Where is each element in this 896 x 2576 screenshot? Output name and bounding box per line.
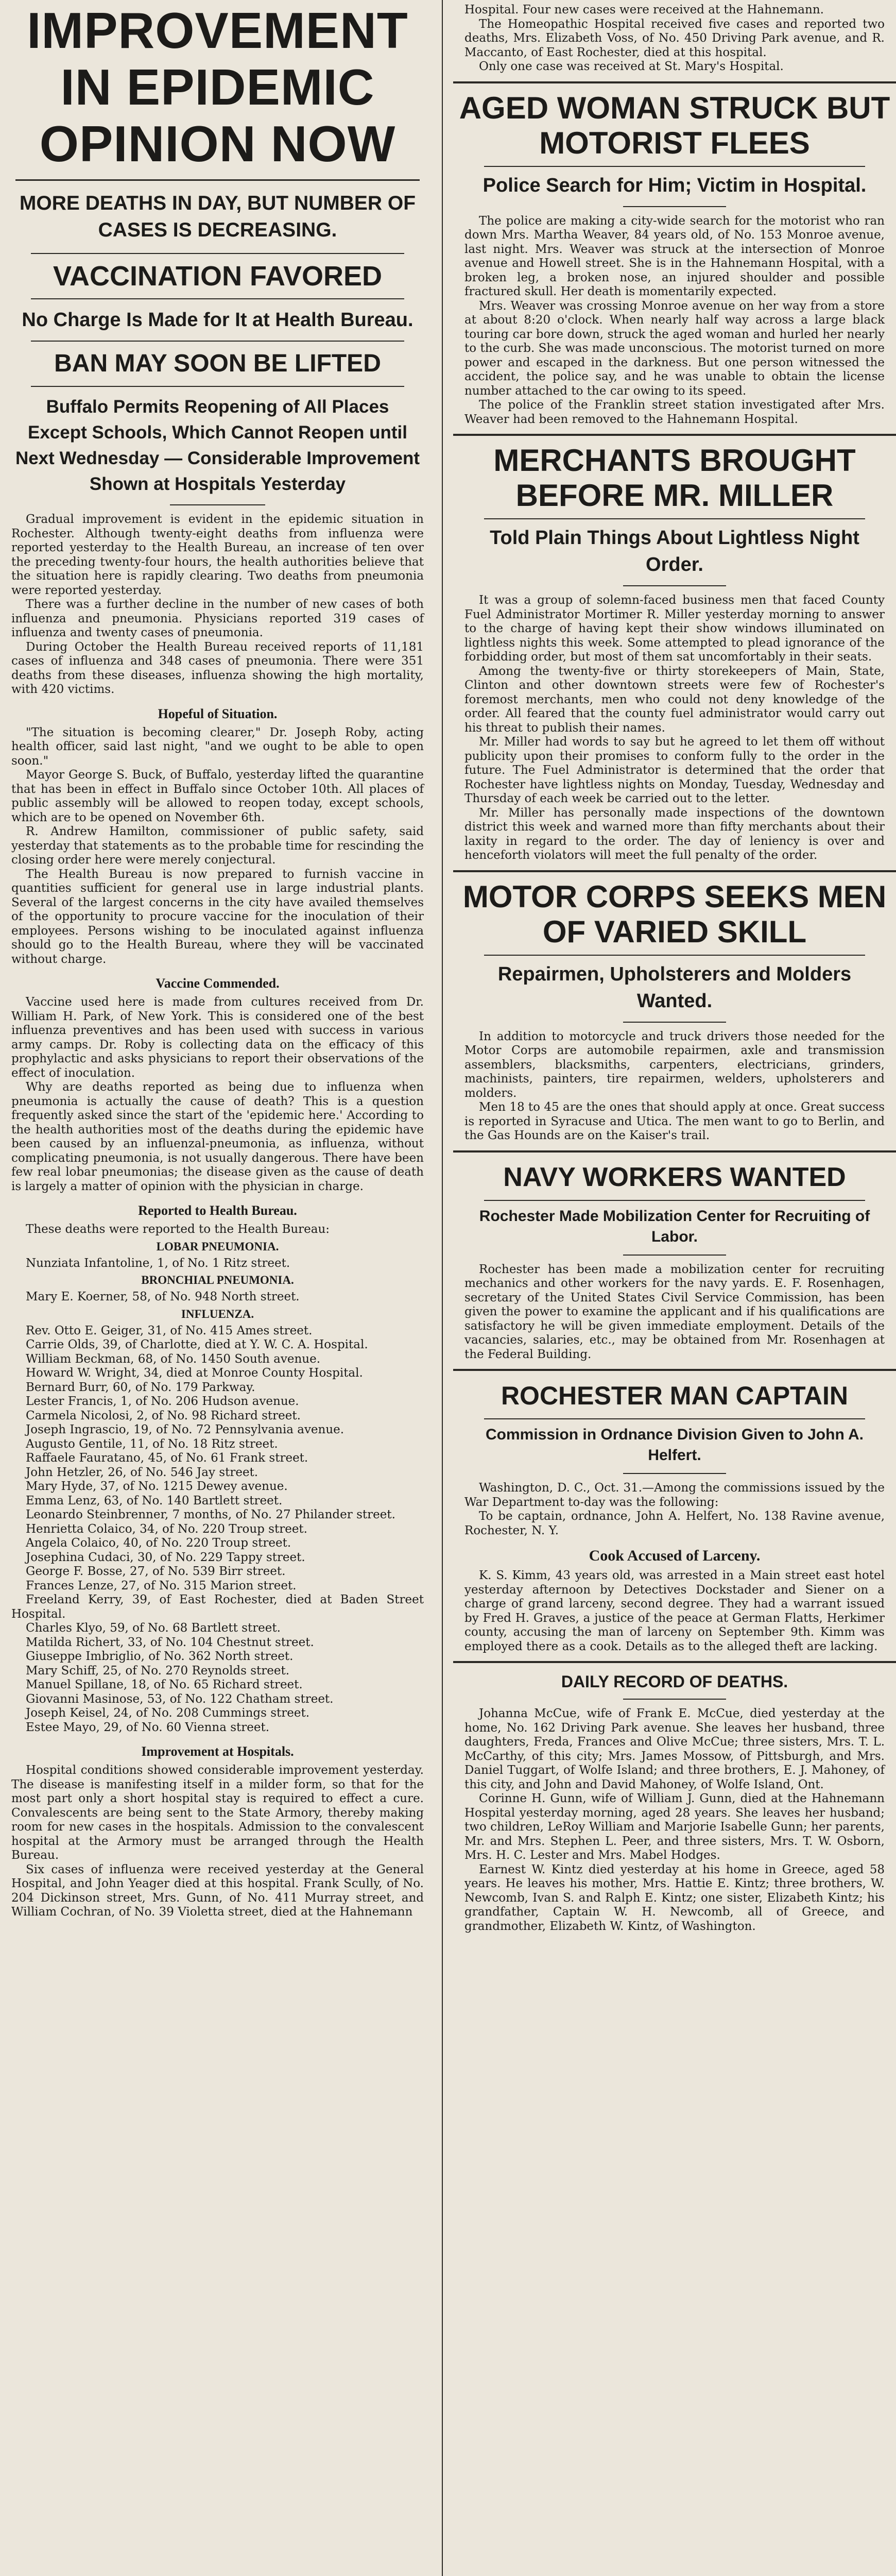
paragraph: Vaccine used here is made from cultures received from Dr. William H. Park, of New York. This is considered one of the best influenza preventives and has been used with success in various army camps. Dr. Roby is collecting data on the efficacy of this prophylactic and asks physicians to report their observations of the effect of inoculation. xyxy=(11,995,424,1080)
list-head: BRONCHIAL PNEUMONIA. xyxy=(141,1274,294,1286)
paragraph: It was a group of solemn-faced business men that faced County Fuel Administrator Mortimer R. Miller yesterday morning to answer to the charge of having kept their show windows illuminated on lightless nights this week. Some attempted to plead ignorance of the forbidding order, but most of them sat uncomfortably in their seats. xyxy=(464,594,885,664)
divider xyxy=(623,1473,726,1474)
divider xyxy=(453,1150,896,1153)
death-entry: Rev. Otto E. Geiger, 31, of No. 415 Ames street. xyxy=(26,1324,313,1337)
death-entry: Henrietta Colaico, 34, of No. 220 Troup street. xyxy=(26,1522,307,1536)
divider xyxy=(623,1022,726,1023)
article-body-1 xyxy=(0,513,435,697)
section-head-larceny: Cook Accused of Larceny. xyxy=(589,1547,761,1564)
divider xyxy=(484,166,865,167)
paragraph: "The situation is becoming clearer," Dr. Joseph Roby, acting health officer, said last night, "and we ought to be able to open soon." xyxy=(11,725,424,768)
article-body-2 xyxy=(0,726,435,967)
death-entry: Mary Hyde, 37, of No. 1215 Dewey avenue. xyxy=(26,1480,288,1493)
paragraph: Earnest W. Kintz died yesterday at his home in Greece, aged 58 years. He leaves his mother, Mrs. Hattie E. Kintz; three brothers, W. Newcomb, Ivan S. and Ralph E. Kintz; one sister, Elizabeth Kintz; his grandfather, Captain W. H. Newcomb, all of Greece, and grandmother, Elizabeth W. Kintz, of Washington. xyxy=(464,1862,885,1933)
death-entry: Giovanni Masinose, 53, of No. 122 Chatham street. xyxy=(26,1692,334,1706)
section-head: Vaccine Commended. xyxy=(156,976,280,991)
section-head-deaths: DAILY RECORD OF DEATHS. xyxy=(561,1672,788,1691)
death-entry: Nunziata Infantoline, 1, of No. 1 Ritz street. xyxy=(26,1256,290,1270)
divider xyxy=(170,504,265,505)
list-head: INFLUENZA. xyxy=(181,1307,254,1320)
divider xyxy=(623,206,726,207)
death-entry: Joseph Keisel, 24, of No. 208 Cummings street. xyxy=(26,1706,310,1720)
divider xyxy=(453,870,896,872)
headline-motor-corps: MOTOR CORPS SEEKS MEN OF VARIED SKILL xyxy=(462,879,887,949)
paragraph: Mrs. Weaver was crossing Monroe avenue on her way from a store at about 8:20 o'clock. When nearly half way across a large black touring car bore down, struck the aged woman and hurled her nearly to the curb. She was made unconscious. The motorist turned on more power and escaped in the darkness. But one person witnessed the accident, the police say, and he was unable to obtain the license number attached to the car owing to its speed. xyxy=(464,299,885,398)
death-entry: Freeland Kerry, 39, of East Rochester, died at Baden Street Hospital. xyxy=(11,1593,424,1621)
divider xyxy=(453,1369,896,1371)
divider xyxy=(623,1699,726,1700)
paragraph: Mayor George S. Buck, of Buffalo, yesterday lifted the quarantine that has been in effect in Buffalo since October 10th. All places of public assembly will be allowed to reopen today, except schools, which are to be opened on November 6th. xyxy=(11,768,424,824)
death-entry: John Hetzler, 26, of No. 546 Jay street. xyxy=(26,1465,259,1479)
death-entry: Joseph Ingrascio, 19, of No. 72 Pennsylvania avenue. xyxy=(26,1423,344,1436)
divider xyxy=(623,1255,726,1256)
divider xyxy=(484,1200,865,1201)
death-entry: Charles Klyo, 59, of No. 68 Bartlett street. xyxy=(26,1621,281,1635)
paragraph: There was a further decline in the number of new cases of both influenza and pneumonia. Physicians reported 319 cases of influenza and twenty cases of pneumonia. xyxy=(11,598,424,639)
divider xyxy=(484,955,865,956)
article-merchants xyxy=(453,594,896,863)
main-headline: IMPROVEMENT IN EPIDEMIC OPINION NOW xyxy=(27,2,408,172)
divider xyxy=(623,585,726,586)
paragraph: Rochester has been made a mobilization center for recruiting mechanics and other workers for the navy yards. E. F. Rosenhagen, secretary of the United States Civil Service Commission, has been given the power to examine the applicant and if his qualifications are satisfactory he will be given immediate employment. Details of the vacancies, salaries, etc., may be obtained from Mr. Rosenhagen at the Federal Building. xyxy=(464,1262,885,1361)
section-head: Improvement at Hospitals. xyxy=(141,1744,294,1759)
death-entry: Emma Lenz, 63, of No. 140 Bartlett street. xyxy=(26,1494,283,1507)
death-entry: Carmela Nicolosi, 2, of No. 98 Richard street. xyxy=(26,1409,301,1422)
paragraph: Why are deaths reported as being due to influenza when pneumonia is actually the cause of death? This is a question frequently asked since the start of the 'epidemic here.' According to the health authorities most of the deaths during the epidemic have been caused by an influenzal-pneumonia, as influenza, without complicating pneumonia, is not usually dangerous. There have been few real lobar pneumonias; the disease given as the cause of death is largely a matter of opinion with the physician in charge. xyxy=(11,1080,424,1193)
paragraph: In addition to motorcycle and truck drivers those needed for the Motor Corps are automobile repairmen, axle and transmission assemblers, blacksmiths, carpenters, electricians, grinders, machinists, painters, tire repairmen, welders, upholsterers and molders. xyxy=(464,1029,885,1100)
deck-merchants: Told Plain Things About Lightless Night Order. xyxy=(490,527,859,575)
death-entry: Manuel Spillane, 18, of No. 65 Richard street. xyxy=(26,1678,303,1691)
divider xyxy=(31,298,404,299)
death-entry: Mary E. Koerner, 58, of No. 948 North street. xyxy=(26,1290,300,1303)
death-entry: Raffaele Fauratano, 45, of No. 61 Frank street. xyxy=(26,1451,308,1465)
death-entry: Angela Colaico, 40, of No. 220 Troup street. xyxy=(26,1536,291,1550)
deck-navy: Rochester Made Mobilization Center for Recruiting of Labor. xyxy=(479,1207,870,1245)
paragraph: The police of the Franklin street station investigated after Mrs. Weaver had been removed to the Hahnemann Hospital. xyxy=(464,398,885,426)
death-entry: Leonardo Steinbrenner, 7 months, of No. 27 Philander street. xyxy=(26,1508,395,1521)
divider xyxy=(15,179,420,181)
paragraph: The police are making a city-wide search for the motorist who ran down Mrs. Martha Weaver, 84 years old, of No. 153 Monroe avenue, last night. Mrs. Weaver was struck at the intersection of Monroe avenue and Howell street. She is in the Hahnemann Hospital, with a broken leg, a broken nose, an injured shoulder and possible fractured skull. Her death is momentarily expected. xyxy=(464,214,885,298)
left-column xyxy=(0,0,435,2576)
headline-merchants: MERCHANTS BROUGHT BEFORE MR. MILLER xyxy=(493,443,856,513)
section-head: Reported to Health Bureau. xyxy=(138,1203,297,1218)
paragraph: Corinne H. Gunn, wife of William J. Gunn, died at the Hahnemann Hospital yesterday morning, aged 28 years. She leaves her husband; two children, LeRoy William and Marjorie Isabelle Gunn; her parents, Mr. and Mrs. Stephen L. Peer, and three sisters, Mrs. T. W. Osborn, Mrs. H. C. Lester and Mrs. Mabel Hodges. xyxy=(464,1792,885,1862)
divider xyxy=(31,341,404,342)
article-captain xyxy=(453,1481,896,1538)
death-entry: Frances Lenze, 27, of No. 315 Marion street. xyxy=(26,1579,297,1592)
headline-navy: NAVY WORKERS WANTED xyxy=(503,1162,846,1192)
paragraph: Mr. Miller had words to say but he agreed to let them off without publicity upon their promises to conform fully to the order in the future. The Fuel Administrator is determined that the order that Rochester have lightless nights on Monday, Tuesday, Wednesday and Thursday of each week be carried out to the letter. xyxy=(464,735,885,805)
paragraph: Hospital conditions showed considerable improvement yesterday. The disease is manifesting itself in a milder form, so that for the most part only a short hospital stay is required to effect a cure. Convalescents are being sent to the State Armory, thereby making room for new cases in the hospitals. Admission to the convalescent hospital at the Armory must be arranged through the Health Bureau. xyxy=(11,1764,424,1862)
death-entry: Howard W. Wright, 34, died at Monroe County Hospital. xyxy=(26,1366,363,1380)
deck-motor-corps: Repairmen, Upholsterers and Molders Wanted. xyxy=(497,963,852,1012)
death-entry: Augusto Gentile, 11, of No. 18 Ritz street. xyxy=(26,1437,278,1451)
divider xyxy=(31,386,404,387)
death-entry: Lester Francis, 1, of No. 206 Hudson avenue. xyxy=(26,1395,299,1408)
headline-vaccination: VACCINATION FAVORED xyxy=(53,261,382,292)
influenza-list xyxy=(0,1324,435,1735)
article-aged-woman xyxy=(453,214,896,427)
death-entry: Carrie Olds, 39, of Charlotte, died at Y. W. C. A. Hospital. xyxy=(26,1338,368,1351)
subhead-vaccination: No Charge Is Made for It at Health Bureau. xyxy=(22,309,413,331)
article-navy xyxy=(453,1263,896,1362)
paragraph: Mr. Miller has personally made inspections of the downtown district this week and warned more than fifty merchants about their laxity in regard to the order. The day of leniency is over and henceforth violators will meet the full penalty of the order. xyxy=(464,806,885,862)
paragraph: The Health Bureau is now prepared to furnish vaccine in quantities sufficient for general use in large industrial plants. Several of the largest concerns in the city have availed themselves of the opportunity to procure vaccine for the inoculation of their employees. Persons wishing to be inoculated against influenza should go to the Health Bureau, where they will be vaccinated without charge. xyxy=(11,867,424,966)
paragraph: The Homeopathic Hospital received five cases and reported two deaths, Mrs. Elizabeth Voss, of No. 450 Driving Park avenue, and R. Maccanto, of East Rochester, died at this hospital. xyxy=(464,17,885,59)
headline-aged-woman: AGED WOMAN STRUCK BUT MOTORIST FLEES xyxy=(459,90,890,160)
divider xyxy=(31,253,404,254)
article-larceny xyxy=(453,1569,896,1654)
deck-aged-woman: Police Search for Him; Victim in Hospital. xyxy=(483,174,867,196)
continued-text xyxy=(453,3,896,74)
divider xyxy=(453,81,896,83)
paragraph: Six cases of influenza were received yesterday at the General Hospital, and John Yeager died at this hospital. Frank Scully, of No. 204 Dickinson street, Mrs. Gunn, of No. 411 Murray street, and William Cochran, of No. 39 Violetta street, died at the Hahnemann xyxy=(11,1862,424,1919)
death-entry: Josephina Cudaci, 30, of No. 229 Tappy street. xyxy=(26,1550,305,1564)
death-entry: Estee Mayo, 29, of No. 60 Vienna street. xyxy=(26,1720,270,1734)
paragraph: Only one case was received at St. Mary's Hospital. xyxy=(479,60,784,73)
divider xyxy=(453,1661,896,1663)
death-entry: Bernard Burr, 60, of No. 179 Parkway. xyxy=(26,1380,255,1394)
paragraph: Washington, D. C., Oct. 31.—Among the commissions issued by the War Department to-day was the following: xyxy=(464,1481,885,1509)
death-entry: Matilda Richert, 33, of No. 104 Chestnut street. xyxy=(26,1635,314,1649)
death-entry: William Beckman, 68, of No. 1450 South avenue. xyxy=(26,1352,321,1366)
paragraph: These deaths were reported to the Health Bureau: xyxy=(26,1223,330,1236)
paragraph: To be captain, ordnance, John A. Helfert, No. 138 Ravine avenue, Rochester, N. Y. xyxy=(464,1510,885,1537)
headline-ban: BAN MAY SOON BE LIFTED xyxy=(54,350,381,377)
article-body-3 xyxy=(0,995,435,1194)
paragraph: K. S. Kimm, 43 years old, was arrested in a Main street east hotel yesterday afternoon by Detectives Dockstader and Siener on a charge of grand larceny, second degree. They had a warrant issued by Fred H. Graves, a justice of the peace at German Flatts, Herkimer county, accusing the man of larceny on September 9th. Kimm was employed there as a cook. Details as to the alleged theft are lacking. xyxy=(464,1569,885,1653)
paragraph: Men 18 to 45 are the ones that should apply at once. Great success is reported in Syracuse and Utica. The men want to go to Berlin, and the Gas Hounds are on the Kaiser's trail. xyxy=(464,1100,885,1142)
death-entry: George F. Bosse, 27, of No. 539 Birr street. xyxy=(26,1565,286,1578)
list-head: LOBAR PNEUMONIA. xyxy=(156,1240,279,1253)
article-motor-corps xyxy=(453,1030,896,1143)
paragraph: Gradual improvement is evident in the epidemic situation in Rochester. Although twenty-eight deaths from influenza were reported yesterday to the Health Bureau, an increase of ten over the preceding twenty-four hours, the health authorities believe that the situation here is rapidly clearing. Two deaths from pneumonia were reported yesterday. xyxy=(11,513,424,597)
divider xyxy=(484,1418,865,1419)
paragraph: During October the Health Bureau received reports of 11,181 cases of influenza and 348 cases of pneumonia. There were 351 deaths from these diseases, influenza showing the high mortality, with 420 victims. xyxy=(11,640,424,696)
article-deaths xyxy=(453,1707,896,1934)
paragraph: Johanna McCue, wife of Frank E. McCue, died yesterday at the home, No. 162 Driving Park avenue. She leaves her husband, three daughters, Freda, Frances and Olive McCue; three sisters, Mrs. T. L. McCarthy, of this city; Mrs. James Mossow, of Pittsburgh, and Mrs. Daniel Tuggart, of Wolfe Island; and three brothers, E. J. Mahoney, of this city, and John and David Mahoney, of Wolfe Island, Ont. xyxy=(464,1707,885,1791)
divider xyxy=(484,518,865,519)
article-body-4 xyxy=(0,1764,435,1920)
deck-captain: Commission in Ordnance Division Given to John A. Helfert. xyxy=(486,1426,864,1464)
right-column xyxy=(453,0,896,2576)
death-entry: Mary Schiff, 25, of No. 270 Reynolds street. xyxy=(26,1664,290,1677)
column-rule xyxy=(442,0,443,2576)
deck-ban: Buffalo Permits Reopening of All Places Except Schools, Which Cannot Reopen until Next Wednesday — Considerable Improvement Shown at Hospitals Yesterday xyxy=(15,397,420,494)
main-deck: MORE DEATHS IN DAY, BUT NUMBER OF CASES IS DECREASING. xyxy=(19,192,416,241)
section-head: Hopeful of Situation. xyxy=(158,706,278,721)
paragraph: Among the twenty-five or thirty storekeepers of Main, State, Clinton and other downtown streets were few of Rochester's foremost merchants, men who could not deny knowledge of the order. All feared that the county fuel administrator would carry out his threat to publish their names. xyxy=(464,664,885,735)
paragraph: R. Andrew Hamilton, commissioner of public safety, said yesterday that statements as to the probable time for rescinding the closing order here were merely conjectural. xyxy=(11,825,424,867)
headline-captain: ROCHESTER MAN CAPTAIN xyxy=(501,1381,849,1410)
death-entry: Giuseppe Imbriglio, of No. 362 North street. xyxy=(26,1650,294,1663)
paragraph: Hospital. Four new cases were received at the Hahnemann. xyxy=(464,3,824,16)
divider xyxy=(453,434,896,436)
